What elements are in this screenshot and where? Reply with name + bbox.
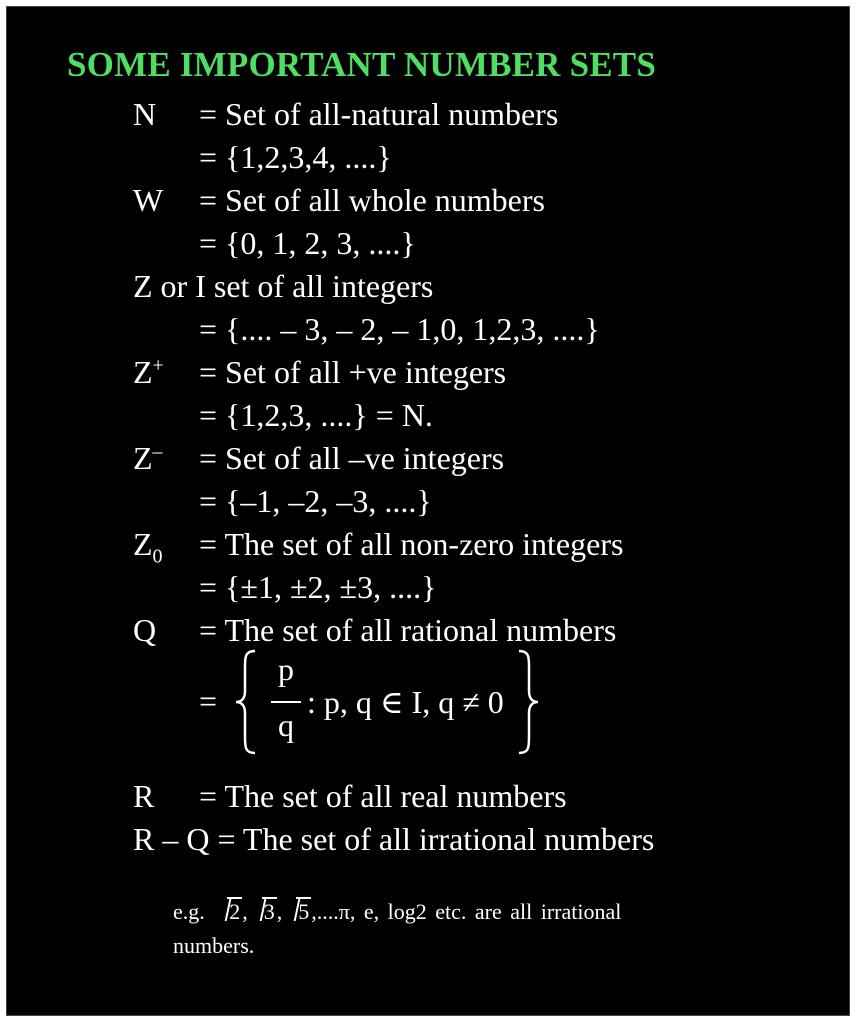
note-prefix: e.g. bbox=[173, 899, 205, 924]
symbol-letter: Z bbox=[133, 526, 153, 562]
set-elements: = {±1, ±2, ±3, ....} bbox=[199, 569, 437, 605]
set-elements: = {1,2,3, ....} = N. bbox=[199, 397, 433, 433]
radicand: 5 bbox=[298, 899, 310, 924]
left-brace-icon bbox=[233, 647, 261, 757]
irrational-example-note bbox=[173, 895, 763, 963]
note-line: e.g. 2, 3, 5,....π, e, log2 etc. are all irrational bbox=[173, 895, 763, 929]
set-symbol: R bbox=[133, 778, 155, 814]
set-symbol-line: R – Q = The set of all irrational numbers bbox=[133, 821, 655, 857]
radicand: 3 bbox=[263, 899, 275, 924]
set-symbol: W bbox=[133, 182, 164, 218]
fraction-denominator: q bbox=[278, 707, 294, 743]
symbol-letter: Z bbox=[133, 354, 153, 390]
set-elements: = {.... – 3, – 2, – 1,0, 1,2,3, ....} bbox=[199, 311, 600, 347]
set-symbol: Q bbox=[133, 612, 157, 648]
set-definition: = Set of all whole numbers bbox=[199, 182, 545, 218]
set-definition: = Set of all –ve integers bbox=[199, 440, 505, 476]
set-symbol: N bbox=[133, 96, 157, 132]
set-definition: = The set of all rational numbers bbox=[199, 612, 617, 648]
set-definition: = The set of all non-zero integers bbox=[199, 526, 624, 562]
set-definition: = Set of all +ve integers bbox=[199, 354, 507, 390]
note-line: numbers. bbox=[173, 933, 255, 958]
symbol-letter: Z bbox=[133, 440, 153, 476]
set-elements: = {1,2,3,4, ....} bbox=[199, 139, 392, 175]
set-condition: : p, q ∈ I, q ≠ 0 bbox=[307, 684, 504, 720]
set-symbol-line: Z or I set of all integers bbox=[133, 268, 434, 304]
set-definition: = The set of all real numbers bbox=[199, 778, 567, 814]
radicand: 2 bbox=[229, 899, 241, 924]
symbol-superscript: + bbox=[152, 354, 164, 377]
set-definition: = Set of all-natural numbers bbox=[199, 96, 559, 132]
set-elements: = {0, 1, 2, 3, ....} bbox=[199, 225, 416, 261]
page-title: SOME IMPORTANT NUMBER SETS bbox=[67, 45, 657, 84]
set-symbol bbox=[133, 353, 164, 391]
set-elements: = {–1, –2, –3, ....} bbox=[199, 483, 432, 519]
symbol-superscript: – bbox=[152, 440, 163, 463]
content-panel bbox=[6, 6, 850, 1016]
symbol-subscript: 0 bbox=[152, 545, 163, 568]
set-symbol bbox=[133, 525, 163, 568]
fraction-bar bbox=[271, 701, 301, 703]
equals-sign: = bbox=[199, 683, 218, 719]
set-symbol bbox=[133, 439, 163, 477]
square-root-icon bbox=[213, 895, 242, 929]
right-brace-icon bbox=[513, 647, 541, 757]
square-root-icon bbox=[282, 895, 311, 929]
square-root-icon bbox=[248, 895, 277, 929]
note-suffix: ,....π, e, log2 etc. are all irrational bbox=[311, 899, 622, 924]
fraction-numerator: p bbox=[278, 651, 294, 687]
